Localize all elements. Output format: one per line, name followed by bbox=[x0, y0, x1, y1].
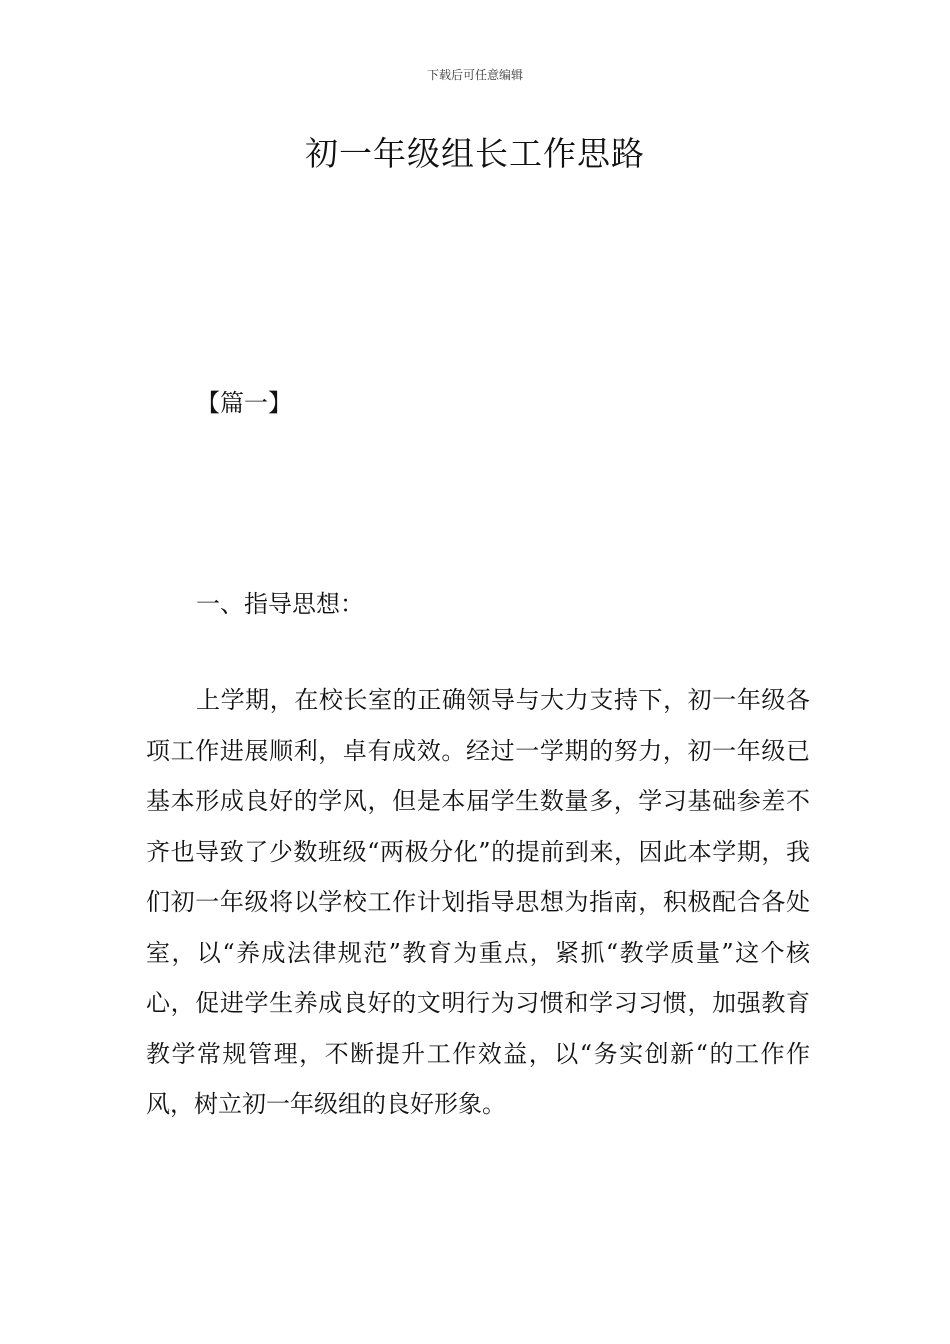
section-label: 【篇一】 bbox=[196, 389, 292, 417]
body-paragraph: 上学期，在校长室的正确领导与大力支持下，初一年级各项工作进展顺利，卓有成效。经过一学期的努力，初一年级已基本形成良好的学风，但是本届学生数量多，学习基础参差不齐也导致了少数班级“两极分化”的提前到来，因此本学期，我们初一年级将以学校工作计划指导思想为指南，积极配合各处室，以“养成法律规范”教育为重点，紧抓“教学质量”这个核心，促进学生养成良好的文明行为习惯和学习习惯，加强教育教学常规管理，不断提升工作效益，以“务实创新“的工作作风，树立初一年级组的良好形象。 bbox=[146, 686, 810, 1118]
subheading-guiding-ideology: 一、指导思想： bbox=[196, 590, 364, 618]
header-note: 下载后可任意编辑 bbox=[426, 68, 523, 82]
document-title: 初一年级组长工作思路 bbox=[305, 134, 645, 173]
